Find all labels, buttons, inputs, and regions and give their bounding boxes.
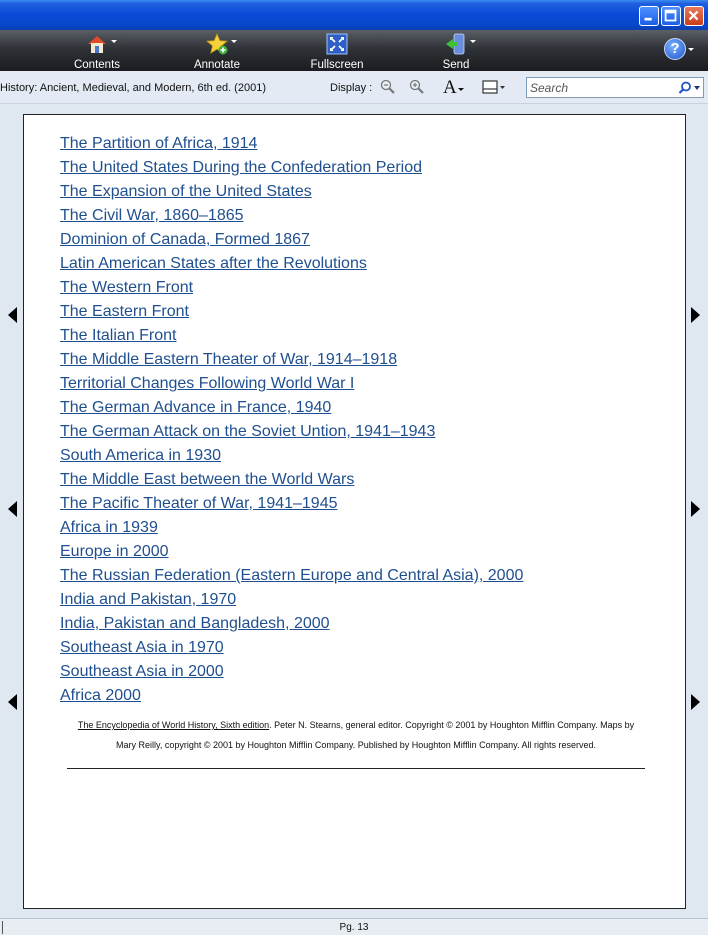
map-link[interactable]: The Italian Front bbox=[60, 327, 177, 344]
list-item bbox=[60, 350, 523, 374]
map-list bbox=[60, 134, 523, 710]
search-box bbox=[526, 77, 704, 98]
display-label: Display : bbox=[330, 82, 373, 94]
list-item bbox=[60, 566, 523, 590]
map-link[interactable]: Europe in 2000 bbox=[60, 543, 169, 560]
map-link[interactable]: The Eastern Front bbox=[60, 303, 189, 320]
map-link[interactable]: Africa 2000 bbox=[60, 687, 141, 704]
map-link[interactable]: Dominion of Canada, Formed 1867 bbox=[60, 231, 310, 248]
list-item bbox=[60, 206, 523, 230]
fullscreen-button[interactable] bbox=[305, 32, 369, 70]
map-link[interactable]: Latin American States after the Revolutions bbox=[60, 255, 367, 272]
map-link[interactable]: Southeast Asia in 2000 bbox=[60, 663, 224, 680]
list-item bbox=[60, 230, 523, 254]
window-title-bar bbox=[0, 0, 708, 30]
list-item bbox=[60, 422, 523, 446]
list-item bbox=[60, 470, 523, 494]
list-item bbox=[60, 662, 523, 686]
font-size-button[interactable] bbox=[443, 77, 457, 98]
main-toolbar bbox=[0, 30, 708, 71]
contents-button[interactable] bbox=[70, 32, 124, 70]
previous-page-arrow-bottom[interactable] bbox=[8, 694, 17, 710]
search-input[interactable] bbox=[530, 80, 675, 95]
search-icon bbox=[678, 81, 692, 95]
credits-source: The Encyclopedia of World History, Sixth edition bbox=[77, 720, 270, 730]
map-link[interactable]: The Middle Eastern Theater of War, 1914–1918 bbox=[60, 351, 398, 368]
layout-icon bbox=[482, 79, 506, 95]
list-item bbox=[60, 446, 523, 470]
copyright-notice bbox=[52, 715, 660, 755]
minimize-button[interactable] bbox=[639, 6, 659, 26]
map-link[interactable]: The Expansion of the United States bbox=[60, 183, 312, 200]
zoom-in-button[interactable] bbox=[409, 79, 425, 97]
font-size-caret bbox=[458, 88, 464, 91]
list-item bbox=[60, 254, 523, 278]
next-page-arrow-bottom[interactable] bbox=[691, 694, 700, 710]
page-content bbox=[23, 114, 686, 909]
list-item bbox=[60, 182, 523, 206]
map-link[interactable]: The Civil War, 1860–1865 bbox=[60, 207, 244, 224]
fullscreen-label: Fullscreen bbox=[310, 59, 364, 71]
list-item bbox=[60, 638, 523, 662]
list-item bbox=[60, 398, 523, 422]
list-item bbox=[60, 374, 523, 398]
list-item bbox=[60, 494, 523, 518]
star-add-icon bbox=[205, 32, 229, 56]
maximize-button[interactable] bbox=[661, 6, 681, 26]
map-link[interactable]: Africa in 1939 bbox=[60, 519, 158, 536]
next-page-arrow-top[interactable] bbox=[691, 307, 700, 323]
map-link[interactable]: The United States During the Confederation Period bbox=[60, 159, 422, 176]
list-item bbox=[60, 278, 523, 302]
previous-page-arrow-top[interactable] bbox=[8, 307, 17, 323]
annotate-label: Annotate bbox=[193, 59, 241, 71]
list-item bbox=[60, 614, 523, 638]
help-icon: ? bbox=[670, 40, 680, 57]
page-number: Pg. 13 bbox=[339, 922, 369, 933]
divider bbox=[67, 768, 645, 769]
send-button[interactable] bbox=[434, 32, 478, 70]
list-item bbox=[60, 326, 523, 350]
close-icon bbox=[685, 7, 703, 25]
list-item bbox=[60, 134, 523, 158]
next-page-arrow-middle[interactable] bbox=[691, 501, 700, 517]
map-link[interactable]: The Pacific Theater of War, 1941–1945 bbox=[60, 495, 338, 512]
zoom-out-icon bbox=[380, 79, 396, 95]
close-button[interactable] bbox=[684, 6, 704, 26]
list-item bbox=[60, 542, 523, 566]
send-label: Send bbox=[442, 59, 470, 71]
maximize-icon bbox=[662, 7, 680, 25]
search-dropdown-caret[interactable] bbox=[694, 86, 700, 90]
map-link[interactable]: The Russian Federation (Eastern Europe and Central Asia), 2000 bbox=[60, 567, 524, 584]
status-bar bbox=[0, 918, 708, 935]
map-link[interactable]: Territorial Changes Following World War I bbox=[60, 375, 355, 392]
zoom-in-icon bbox=[409, 79, 425, 95]
help-dropdown-caret[interactable] bbox=[688, 48, 694, 51]
book-title: History: Ancient, Medieval, and Modern, 6th ed. (2001) bbox=[0, 82, 266, 94]
map-link[interactable]: Southeast Asia in 1970 bbox=[60, 639, 224, 656]
credits-line-1: . Peter N. Stearns, general editor. Copyright © 2001 by Houghton Mifflin Company. Maps by bbox=[269, 720, 635, 730]
layout-button[interactable] bbox=[482, 79, 506, 97]
send-icon bbox=[444, 32, 468, 56]
fullscreen-icon bbox=[325, 32, 349, 56]
search-button[interactable] bbox=[678, 81, 692, 100]
annotate-button[interactable] bbox=[190, 32, 244, 70]
map-link[interactable]: The Middle East between the World Wars bbox=[60, 471, 355, 488]
list-item bbox=[60, 302, 523, 326]
minimize-icon bbox=[640, 7, 658, 25]
zoom-out-button[interactable] bbox=[380, 79, 396, 97]
map-link[interactable]: The German Advance in France, 1940 bbox=[60, 399, 332, 416]
list-item bbox=[60, 686, 523, 710]
map-link[interactable]: India, Pakistan and Bangladesh, 2000 bbox=[60, 615, 330, 632]
previous-page-arrow-middle[interactable] bbox=[8, 501, 17, 517]
map-link[interactable]: The German Attack on the Soviet Untion, 1941–1943 bbox=[60, 423, 436, 440]
map-link[interactable]: South America in 1930 bbox=[60, 447, 221, 464]
list-item bbox=[60, 518, 523, 542]
home-icon bbox=[85, 32, 109, 56]
credits-line-2: Mary Reilly, copyright © 2001 by Houghton Mifflin Company. Published by Houghton Mifflin Company. All rights reserved. bbox=[115, 740, 597, 750]
font-size-icon: A bbox=[443, 77, 457, 98]
list-item bbox=[60, 590, 523, 614]
contents-label: Contents bbox=[73, 59, 121, 71]
map-link[interactable]: India and Pakistan, 1970 bbox=[60, 591, 237, 608]
map-link[interactable]: The Partition of Africa, 1914 bbox=[60, 135, 258, 152]
list-item bbox=[60, 158, 523, 182]
map-link[interactable]: The Western Front bbox=[60, 279, 194, 296]
help-button[interactable] bbox=[664, 38, 686, 60]
